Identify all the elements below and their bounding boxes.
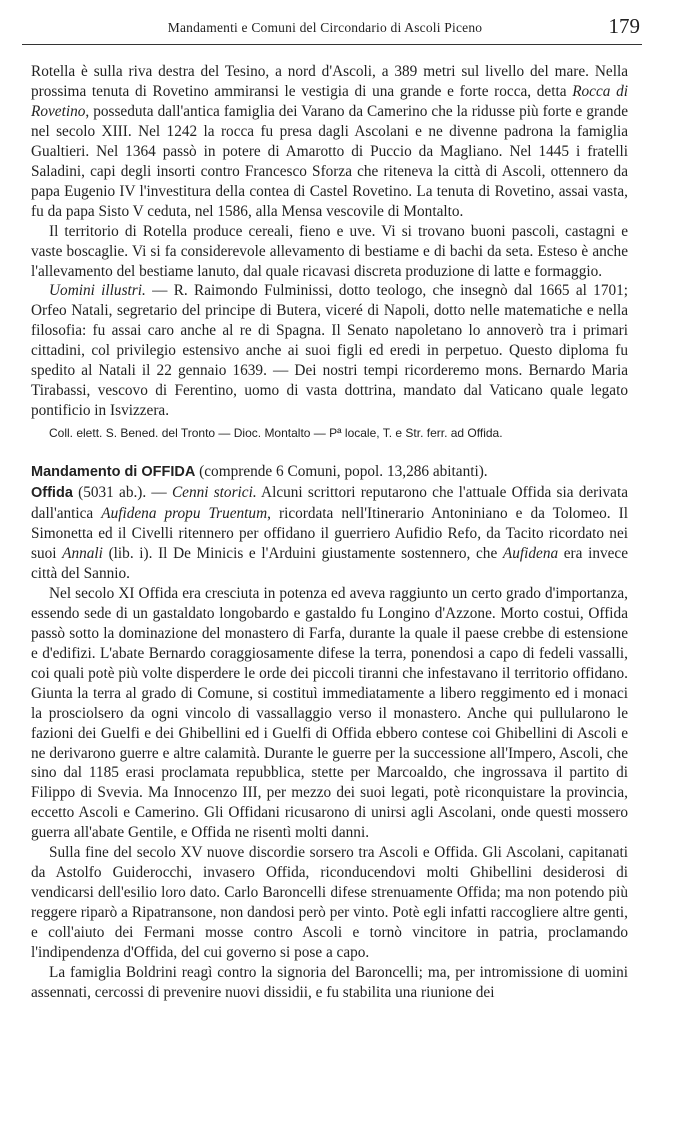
text-run: (comprende 6 Comuni, popol. 13,286 abitanti).: [195, 463, 488, 481]
mandamento-heading: [31, 462, 628, 483]
rotella-meta-line: Coll. elett. S. Bened. del Tronto — Dioc. Montalto — Pª locale, T. e Str. ferr. ad Offida.: [49, 426, 503, 441]
text-run: — R. Raimondo Fulminissi, dotto teologo, che insegnò dal 1665 al 1701; Orfeo Natali, segretario del principe di Butera, viceré di Napoli, dotto nelle matematiche e nella filosofia: fu assai caro anche al re di Spagna. Il Senato napoletano lo annoverò tra i primari cittadini, col privilegio estensivo anche ai suoi figli ed eredi in perpetuo. Questo diploma fu spedito al Natali il 22 gennaio 1639. — Dei nostri tempi ricorderemo mons. Bernardo Maria Tirabassi, vescovo di Ferentino, uomo di vasta dottrina, mandato dal Vaticano quale legato pontificio in Isvizzera.: [31, 282, 629, 420]
paragraph-offida-boldrini: La famiglia Boldrini reagì contro la signoria del Baroncelli; ma, per intromissione di uomini assennati, cercossi di prevenire nuovi dissidii, e fu stabilita una riunione dei: [31, 963, 628, 1001]
body-text: [31, 62, 628, 1003]
text-run: era invece città del Sannio.: [31, 544, 628, 582]
paragraph-rotella-territory: Il territorio di Rotella produce cereali, fieno e uve. Vi si trovano buoni pascoli, castagni e vaste boscaglie. Vi si fa considerevole allevamento di bestiame e di bachi da seta. Esteso è anche l'allevamento del bestiame lanuto, dal quale ricavasi discreta produzione di latte e formaggio.: [31, 222, 628, 280]
town-heading: Offida: [31, 485, 73, 502]
paragraph-rotella-illustri: [31, 281, 628, 421]
paragraph-offida-fifteenth-century: Sulla fine del secolo XV nuove discordie sorsero tra Ascoli e Offida. Gli Ascolani, capitanati da Astolfo Guiderocchi, invasero Offida, riconducendovi molti Ghibellini desiderosi di vendicarsi dell'esilio loro dato. Carlo Baroncelli difese strenuamente Offida; ma non potendo più reggere riparò a Ripatransone, non dandosi però per vinto. Potè egli infatti raccogliere altre genti, e coll'aiuto dei Fermani mosse contro Ascoli e tornò vincitore in patria, proclamando l'indipendenza d'Offida, del cui governo si pose a capo.: [31, 844, 628, 962]
text-run: Rotella è sulla riva destra del Tesino, a nord d'Ascoli, a 389 metri sul livello del mare. Nella prossima tenuta di Rovetino ammiransi le vestigia di una grande e forte rocca, detta: [31, 63, 628, 100]
page-header: [30, 12, 640, 42]
text-run: , ricordata nell'Itinerario Antoniniano e da Tolomeo. Il Simonetta ed il Civelli ritennero per offidano il guerriero Aufidio Refo, da Tacito ricordato nei suoi: [31, 505, 628, 562]
italic-run: Rocca di Rovetino: [31, 82, 628, 120]
running-title: Mandamenti e Comuni del Circondario di Ascoli Piceno: [167, 20, 483, 35]
italic-run: Aufidena: [502, 544, 559, 562]
italic-run: Uomini illustri.: [49, 282, 146, 300]
header-rule: [22, 44, 642, 45]
italic-run: Aufidena propu Truentum: [101, 505, 268, 523]
text-run: (5031 ab.). —: [72, 484, 172, 502]
italic-run: Annali: [62, 544, 103, 562]
section-heading: Mandamento di OFFIDA: [31, 464, 196, 481]
italic-run: Cenni storici.: [171, 484, 257, 502]
paragraph-offida-origins: [31, 483, 628, 584]
paragraph-offida-eleventh-century: Nel secolo XI Offida era cresciuta in potenza ed aveva raggiunto un certo grado d'importanza, essendo sede di un gastaldato longobardo e gastaldo fu Longino d'Azzone. Morto costui, Offida passò sotto la dominazione del monastero di Farfa, durante la quale il paese crebbe di estensione e d'edifizi. L'abate Bernardo coraggiosamente difese la terra, ponendosi a capo di fedeli vassalli, coi quali potè più volte disperdere le orde dei piccoli tiranni che infestavano il territorio offidano. Giunta la terra al grado di Comune, si costituì immediatamente a libero reggimento ed i monaci la prosciolsero da ogni vincolo di vassallaggio verso il monastero. Anche qui pullularono le fazioni dei Guelfi e dei Ghibellini ed i Guelfi di Offida ebbero contese coi Ghibellini di Ascoli e ne derivarono guerre e altre calamità. Durante le guerre per la successione all'Impero, Ascoli, che sino dal 1185 erasi proclamata repubblica, stette per Marcoaldo, che ingrossava il partito di Filippo di Svevia. Ma Innocenzo III, per mezzo dei suoi legati, potè riconquistare la provincia, eccetto Ascoli e Camerino. Gli Offidani ricusarono di unirsi agli Ascolani, onde questi mossero guerra all'abate Gentile, e Offida ne risentì molti danni.: [31, 584, 628, 842]
text-run: (lib. i). Il De Minicis e l'Arduini giustamente sostennero, che: [102, 544, 503, 562]
page-number: 179: [608, 14, 640, 38]
paragraph-rotella-history: [31, 62, 628, 222]
text-run: Alcuni scrittori reputarono che l'attuale Offida sia derivata dall'antica: [31, 484, 628, 523]
text-run: , posseduta dall'antica famiglia dei Varano da Camerino che la ridusse più forte e grande nel secolo XIII. Nel 1242 la rocca fu presa dagli Ascolani e ne divenne padrona la famiglia Gualtieri. Nel 1364 passò in potere di Amarotto di Puccio da Magliano. Nel 1445 i fratelli Saladini, capi degli insorti contro Francesco Sforza che riteneva la città di Ascoli, ottennero da papa Eugenio IV l'investitura della contea di Castel Rovetino. La tenuta di Rovetino, assai vasta, fu da papa Sisto V ceduta, nel 1586, alla Mensa vescovile di Montalto.: [31, 102, 628, 220]
